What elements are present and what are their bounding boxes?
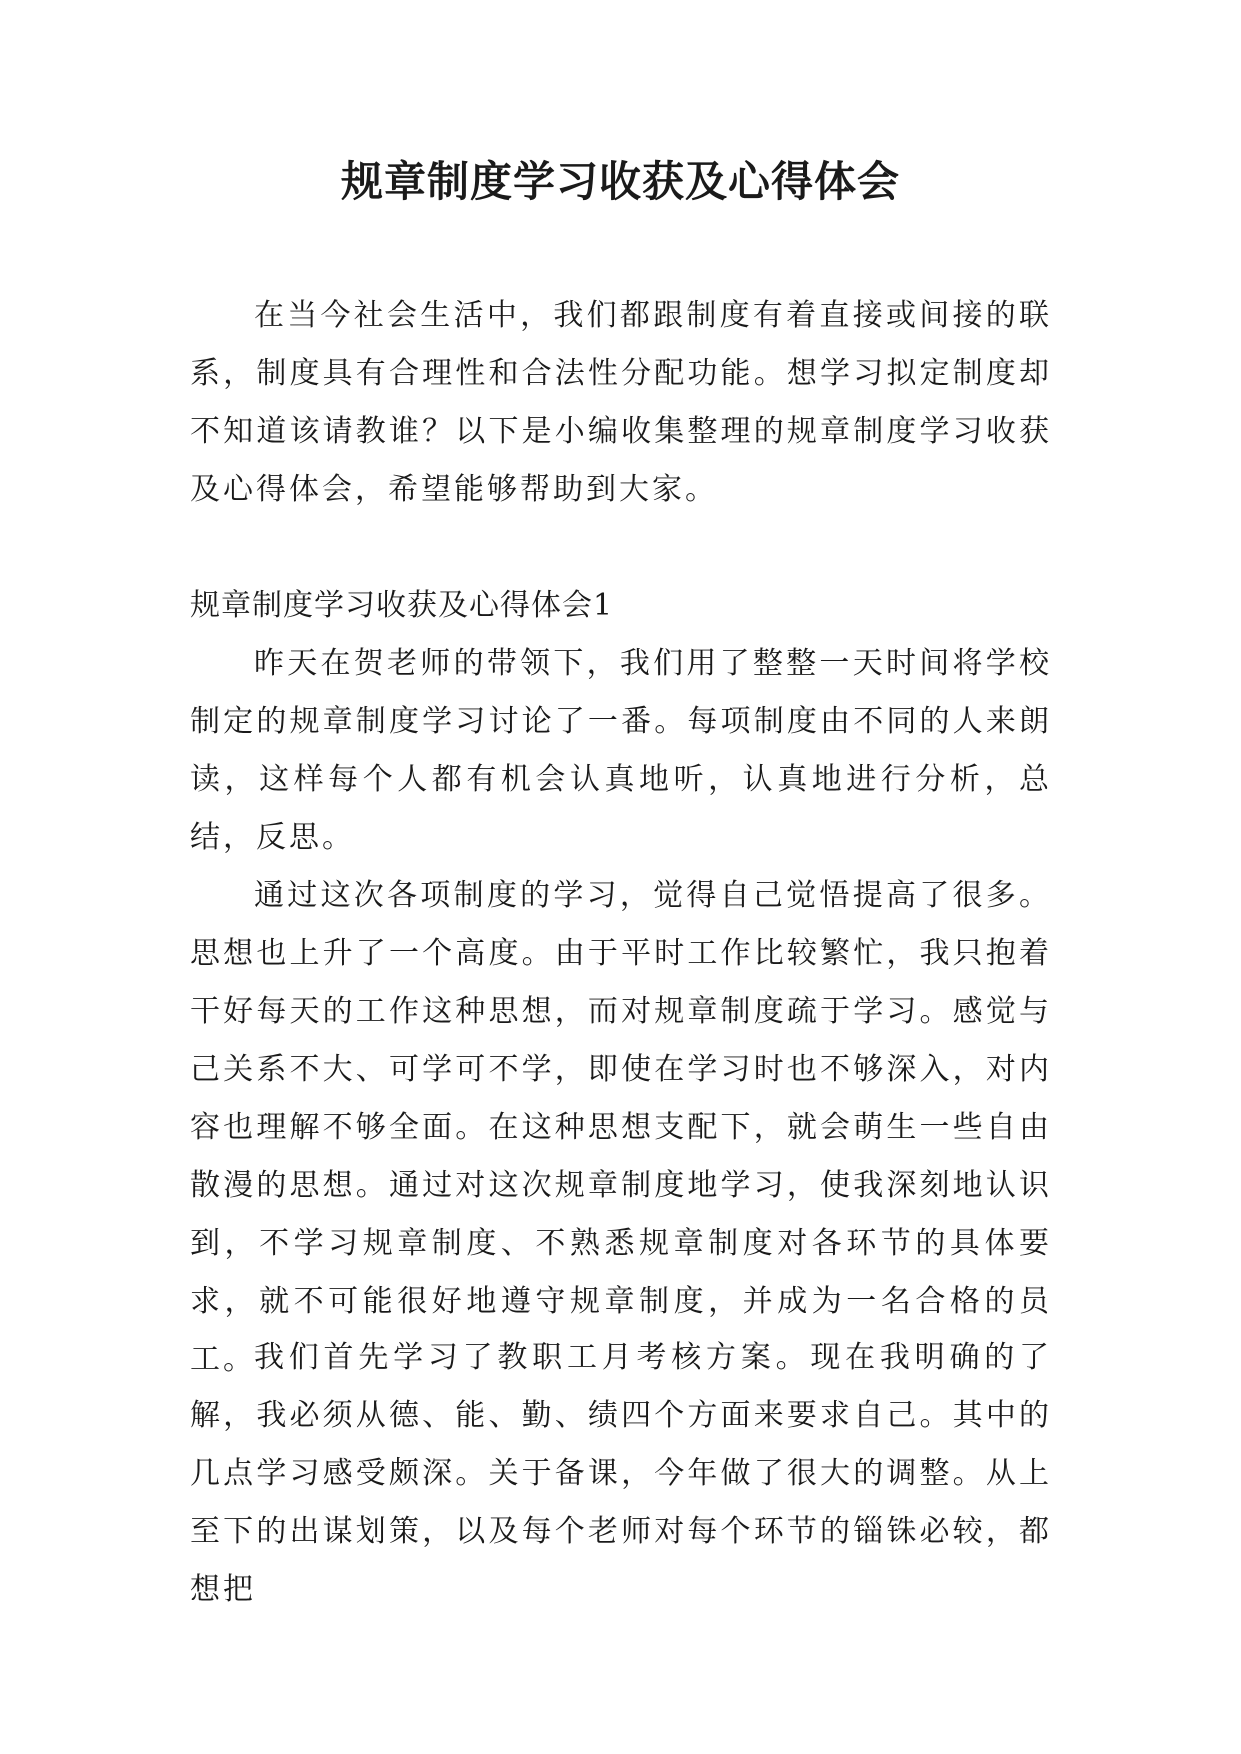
section-heading: 规章制度学习收获及心得体会1 xyxy=(190,588,614,623)
intro-paragraph: 在当今社会生活中，我们都跟制度有着直接或间接的联系，制度具有合理性和合法性分配功能。想学习拟定制度却不知道该请教谁？以下是小编收集整理的规章制度学习收获及心得体会，希望能够帮助到大家。 xyxy=(190,298,1052,507)
body-paragraph-2: 通过这次各项制度的学习，觉得自己觉悟提高了很多。思想也上升了一个高度。由于平时工作比较繁忙，我只抱着干好每天的工作这种思想，而对规章制度疏于学习。感觉与己关系不大、可学可不学，即使在学习时也不够深入，对内容也理解不够全面。在这种思想支配下，就会萌生一些自由散漫的思想。通过对这次规章制度地学习，使我深刻地认识到，不学习规章制度、不熟悉规章制度对各环节的具体要求，就不可能很好地遵守规章制度，并成为一名合格的员工。 xyxy=(190,878,1052,1377)
document-title: 规章制度学习收获及心得体会 xyxy=(340,157,900,206)
body-paragraph-1: 昨天在贺老师的带领下，我们用了整整一天时间将学校制定的规章制度学习讨论了一番。每项制度由不同的人来朗读，这样每个人都有机会认真地听，认真地进行分析，总结，反思。 xyxy=(190,646,1052,855)
body-paragraph-3: 我们首先学习了教职工月考核方案。现在我明确的了解，我必须从德、能、勤、绩四个方面来要求自己。其中的几点学习感受颇深。关于备课，今年做了很大的调整。从上至下的出谋划策，以及每个老师对每个环节的锱铢必较，都想把 xyxy=(190,1340,1052,1607)
